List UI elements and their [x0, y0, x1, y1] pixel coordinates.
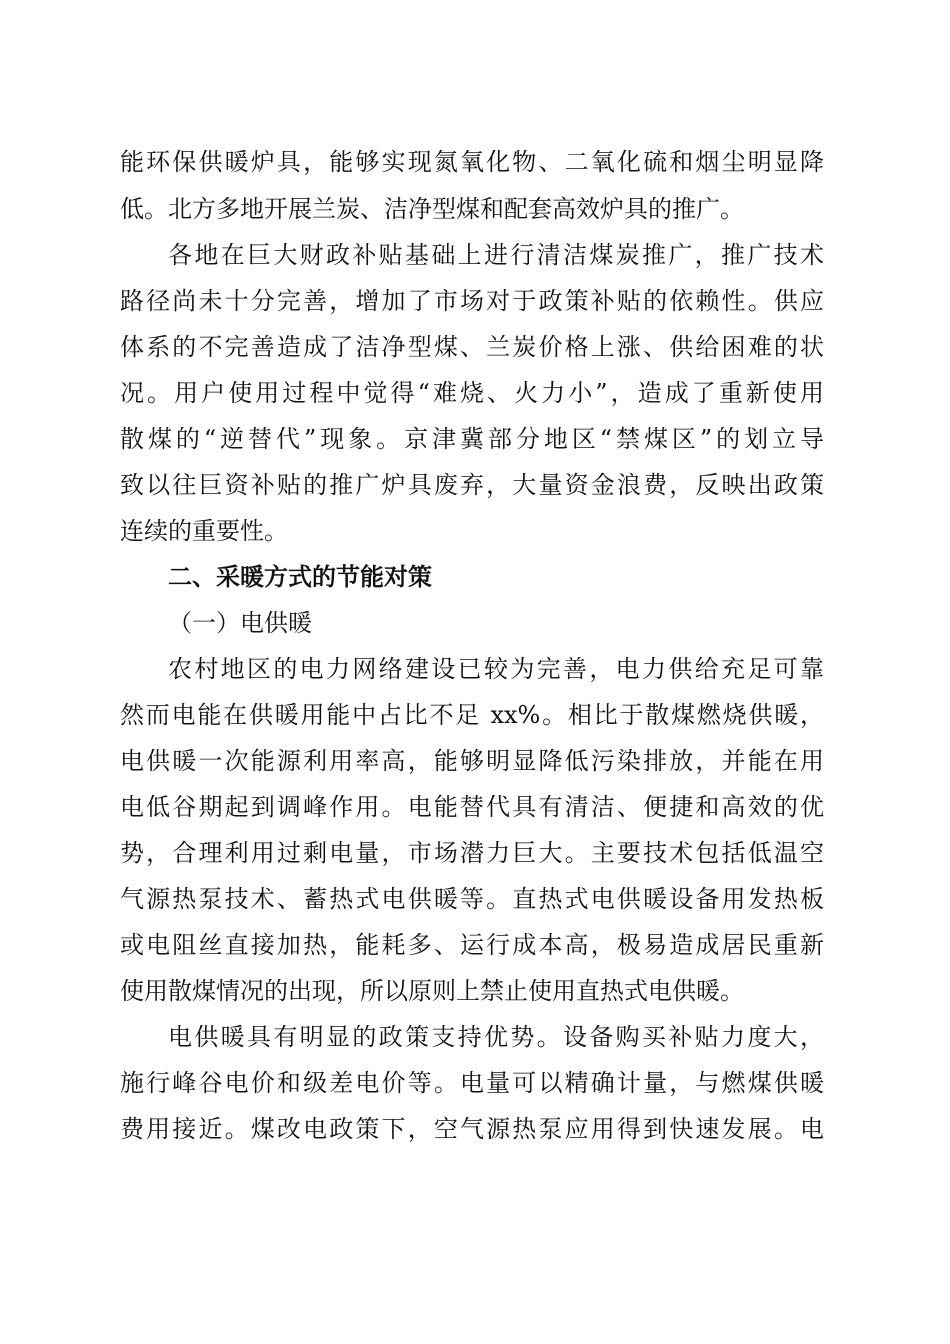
text-line: 路径尚未十分完善，增加了市场对于政策补贴的依赖性。供应 — [120, 287, 824, 315]
text-line: 费用接近。煤改电政策下，空气源热泵应用得到快速发展。电 — [120, 1115, 824, 1143]
paragraph-first-line: 各地在巨大财政补贴基础上进行清洁煤炭推广，推广技术 — [168, 241, 824, 269]
text-line: 低。北方多地开展兰炭、洁净型煤和配套高效炉具的推广。 — [120, 195, 744, 223]
text-line: 致以往巨资补贴的推广炉具废弃，大量资金浪费，反映出政策 — [120, 471, 824, 499]
text-line: 电低谷期起到调峰作用。电能替代具有清洁、便捷和高效的优 — [120, 793, 824, 821]
text-line: 使用散煤情况的出现，所以原则上禁止使用直热式电供暖。 — [120, 977, 744, 1005]
text-line: 连续的重要性。 — [120, 517, 288, 545]
text-line: 能环保供暖炉具，能够实现氮氧化物、二氧化硫和烟尘明显降 — [120, 148, 824, 176]
text-line: 势，合理利用过剩电量，市场潜力巨大。主要技术包括低温空 — [120, 839, 824, 867]
paragraph-first-line: 电供暖具有明显的政策支持优势。设备购买补贴力度大， — [168, 1023, 824, 1051]
paragraph-first-line: 农村地区的电力网络建设已较为完善，电力供给充足可靠 — [168, 655, 824, 683]
text-line: 电供暖一次能源利用率高，能够明显降低污染排放，并能在用 — [120, 747, 824, 775]
text-line: 散煤的“逆替代”现象。京津冀部分地区“禁煤区”的划立导 — [120, 425, 824, 453]
subsection-heading: （一）电供暖 — [168, 609, 312, 637]
section-heading: 二、采暖方式的节能对策 — [168, 563, 432, 591]
text-line: 气源热泵技术、蓄热式电供暖等。直热式电供暖设备用发热板 — [120, 885, 824, 913]
text-line: 施行峰谷电价和级差电价等。电量可以精确计量，与燃煤供暖 — [120, 1069, 824, 1097]
text-line: 体系的不完善造成了洁净型煤、兰炭价格上涨、供给困难的状 — [120, 333, 824, 361]
text-line: 然而电能在供暖用能中占比不足 xx%。相比于散煤燃烧供暖， — [120, 701, 824, 729]
text-line: 或电阻丝直接加热，能耗多、运行成本高，极易造成居民重新 — [120, 931, 824, 959]
text-line: 况。用户使用过程中觉得“难烧、火力小”，造成了重新使用 — [120, 379, 824, 407]
